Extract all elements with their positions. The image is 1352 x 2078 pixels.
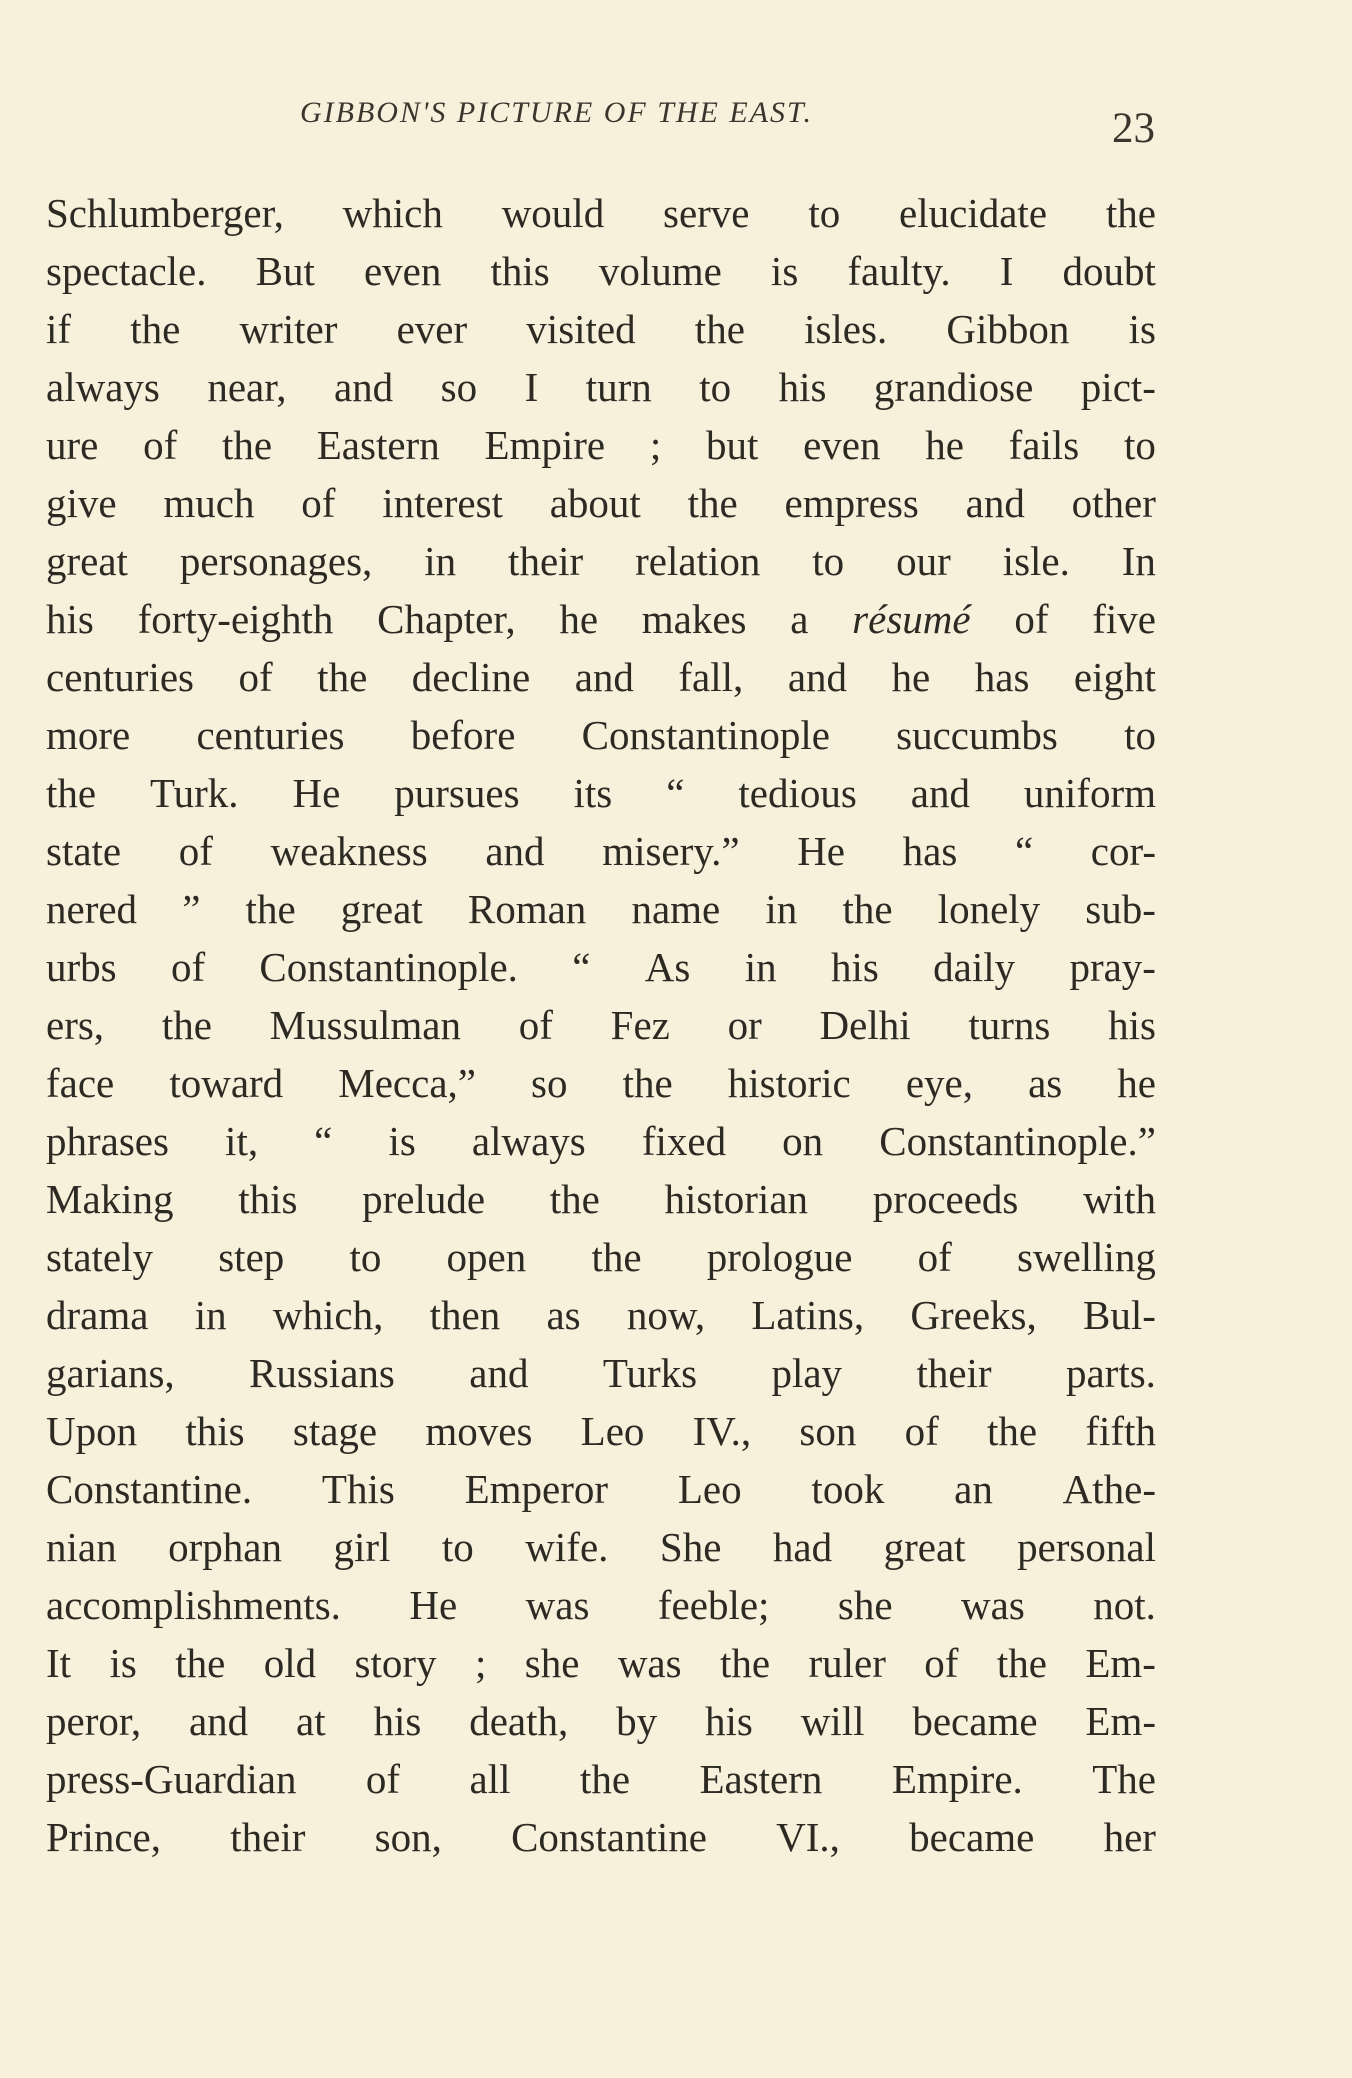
- text-line: [46, 1286, 1156, 1344]
- text-line: [46, 300, 1156, 358]
- text-word: of: [143, 422, 178, 468]
- text-word: “: [666, 770, 685, 816]
- text-line: [46, 1808, 1156, 1866]
- text-word: is: [388, 1118, 416, 1164]
- text-word: uniform: [1023, 770, 1156, 816]
- text-word: of: [170, 944, 206, 990]
- text-word: ruler: [808, 1640, 886, 1686]
- text-word: the: [694, 306, 745, 352]
- text-word: moves: [425, 1408, 533, 1454]
- text-word: ;: [649, 422, 662, 468]
- text-word: Gibbon: [946, 306, 1070, 352]
- text-word: spectacle.: [46, 248, 207, 294]
- text-word: as: [546, 1292, 581, 1338]
- text-word: his: [1108, 1002, 1156, 1048]
- text-word: The: [1092, 1756, 1156, 1802]
- text-word: much: [163, 480, 255, 526]
- text-word: Making: [46, 1176, 174, 1222]
- text-word: garians,: [46, 1350, 175, 1396]
- text-word: our: [896, 538, 951, 584]
- text-word: it,: [225, 1118, 259, 1164]
- text-word: even: [803, 422, 881, 468]
- text-word: “: [1014, 828, 1034, 874]
- text-word: of: [301, 480, 336, 526]
- text-word: Upon: [46, 1408, 138, 1454]
- text-word: ure: [46, 422, 99, 468]
- text-word: Leo: [677, 1466, 742, 1512]
- text-word: and: [485, 828, 545, 874]
- text-word: of: [518, 1002, 553, 1048]
- text-word: is: [1128, 306, 1156, 352]
- text-word: serve: [663, 190, 750, 236]
- text-word: fall,: [678, 654, 744, 700]
- text-word: has: [974, 654, 1030, 700]
- text-word: she: [524, 1640, 580, 1686]
- text-word: play: [771, 1350, 843, 1396]
- text-word: great: [883, 1524, 966, 1570]
- text-word: résumé: [852, 596, 971, 642]
- text-line: [46, 706, 1156, 764]
- text-word: wife.: [525, 1524, 609, 1570]
- text-word: Russians: [249, 1350, 395, 1396]
- text-word: forty-eighth: [137, 596, 334, 642]
- text-word: to: [441, 1524, 474, 1570]
- text-word: I: [999, 248, 1014, 294]
- text-word: the: [987, 1408, 1038, 1454]
- text-word: ever: [396, 306, 468, 352]
- text-word: death,: [469, 1698, 569, 1744]
- text-word: visited: [526, 306, 636, 352]
- text-word: sub-: [1085, 886, 1156, 932]
- text-word: is: [109, 1640, 137, 1686]
- text-word: son: [799, 1408, 857, 1454]
- text-word: fifth: [1085, 1408, 1156, 1454]
- text-word: all: [469, 1756, 511, 1802]
- text-word: feeble;: [657, 1582, 770, 1628]
- text-word: his: [373, 1698, 422, 1744]
- text-word: other: [1071, 480, 1156, 526]
- text-word: peror,: [46, 1698, 142, 1744]
- text-word: Fez: [610, 1002, 670, 1048]
- text-word: historic: [727, 1060, 851, 1106]
- text-word: pict-: [1080, 364, 1156, 410]
- text-word: Turk.: [150, 770, 239, 816]
- text-word: Eastern: [699, 1756, 823, 1802]
- text-word: became: [912, 1698, 1038, 1744]
- text-word: misery.”: [602, 828, 740, 874]
- text-word: will: [800, 1698, 865, 1744]
- text-word: of: [917, 1234, 952, 1280]
- text-word: interest: [382, 480, 503, 526]
- text-word: face: [46, 1060, 115, 1106]
- text-line: [46, 532, 1156, 590]
- text-word: centuries: [196, 712, 345, 758]
- text-line: [46, 1344, 1156, 1402]
- text-word: the: [687, 480, 738, 526]
- text-word: great: [340, 886, 423, 932]
- text-word: Athe-: [1062, 1466, 1156, 1512]
- text-word: eight: [1073, 654, 1156, 700]
- text-word: he: [925, 422, 964, 468]
- text-word: in: [744, 944, 777, 990]
- text-word: ;: [474, 1640, 487, 1686]
- text-word: the: [161, 1002, 212, 1048]
- text-word: Latins,: [751, 1292, 865, 1338]
- text-word: was: [525, 1582, 590, 1628]
- text-word: so: [531, 1060, 568, 1106]
- text-line: [46, 648, 1156, 706]
- text-word: decline: [411, 654, 531, 700]
- text-line: [46, 1576, 1156, 1634]
- text-word: personal: [1017, 1524, 1156, 1570]
- text-word: Constantinople.”: [879, 1118, 1156, 1164]
- text-word: and: [787, 654, 848, 700]
- text-word: the: [1105, 190, 1156, 236]
- text-line: [46, 416, 1156, 474]
- text-word: Bul-: [1083, 1292, 1156, 1338]
- text-word: weakness: [270, 828, 428, 874]
- text-line: [46, 358, 1156, 416]
- text-word: prologue: [706, 1234, 853, 1280]
- text-word: Delhi: [819, 1002, 911, 1048]
- text-word: orphan: [168, 1524, 282, 1570]
- text-word: the: [221, 422, 273, 468]
- text-word: He: [292, 770, 341, 816]
- text-word: makes: [641, 596, 747, 642]
- text-word: stage: [292, 1408, 378, 1454]
- text-word: state: [46, 828, 122, 874]
- text-word: and: [469, 1350, 529, 1396]
- text-word: Chapter,: [377, 596, 516, 642]
- text-word: historian: [664, 1176, 809, 1222]
- text-line: [46, 1170, 1156, 1228]
- text-line: [46, 938, 1156, 996]
- text-word: step: [218, 1234, 285, 1280]
- text-word: always: [46, 364, 160, 410]
- text-word: its: [573, 770, 613, 816]
- text-word: this: [238, 1176, 298, 1222]
- text-word: of: [924, 1640, 959, 1686]
- text-word: grandiose: [873, 364, 1034, 410]
- text-word: to: [808, 190, 841, 236]
- text-line: [46, 1054, 1156, 1112]
- text-word: has: [902, 828, 958, 874]
- text-word: he: [891, 654, 931, 700]
- text-word: open: [446, 1234, 527, 1280]
- text-word: before: [410, 712, 516, 758]
- text-word: It: [46, 1640, 72, 1686]
- text-word: of: [1014, 596, 1049, 642]
- text-word: his: [830, 944, 879, 990]
- text-line: [46, 822, 1156, 880]
- text-word: fails: [1008, 422, 1080, 468]
- text-word: their: [230, 1814, 306, 1860]
- text-word: to: [699, 364, 732, 410]
- text-word: Turks: [602, 1350, 698, 1396]
- text-word: tedious: [738, 770, 857, 816]
- text-word: parts.: [1065, 1350, 1156, 1396]
- text-word: This: [321, 1466, 395, 1512]
- text-word: VI.,: [776, 1814, 840, 1860]
- text-word: the: [622, 1060, 673, 1106]
- text-word: personages,: [179, 538, 373, 584]
- text-word: old: [263, 1640, 317, 1686]
- text-word: but: [705, 422, 759, 468]
- text-word: was: [961, 1582, 1025, 1628]
- text-word: of: [904, 1408, 939, 1454]
- text-word: their: [508, 538, 584, 584]
- text-word: empress: [784, 480, 919, 526]
- text-word: as: [1028, 1060, 1063, 1106]
- text-word: ers,: [46, 1002, 105, 1048]
- text-word: IV.,: [692, 1408, 752, 1454]
- text-word: and: [574, 654, 634, 700]
- text-word: so: [440, 364, 478, 410]
- text-word: more: [46, 712, 131, 758]
- text-word: toward: [169, 1060, 284, 1106]
- text-word: give: [46, 480, 117, 526]
- text-word: in: [194, 1292, 227, 1338]
- text-word: doubt: [1062, 248, 1156, 294]
- text-word: Empire.: [891, 1756, 1023, 1802]
- text-word: in: [765, 886, 798, 932]
- text-word: this: [185, 1408, 245, 1454]
- text-word: relation: [635, 538, 761, 584]
- text-line: [46, 1402, 1156, 1460]
- text-word: accomplishments.: [46, 1582, 341, 1628]
- text-line: [46, 474, 1156, 532]
- text-word: urbs: [46, 944, 117, 990]
- text-word: Constantinople: [581, 712, 830, 758]
- text-word: ”: [182, 886, 201, 932]
- text-word: her: [1103, 1814, 1156, 1860]
- text-word: an: [954, 1466, 993, 1512]
- text-word: pursues: [394, 770, 520, 816]
- text-word: is: [770, 248, 799, 294]
- text-word: the: [591, 1234, 642, 1280]
- text-word: Roman: [467, 886, 587, 932]
- text-word: and: [333, 364, 394, 410]
- text-word: his: [46, 596, 94, 642]
- text-line: [46, 1634, 1156, 1692]
- text-word: “: [572, 944, 591, 990]
- text-word: would: [501, 190, 605, 236]
- text-word: or: [727, 1002, 762, 1048]
- text-word: his: [704, 1698, 753, 1744]
- text-word: isle.: [1002, 538, 1070, 584]
- text-word: I: [524, 364, 539, 410]
- text-word: fixed: [641, 1118, 727, 1164]
- text-word: to: [1124, 712, 1156, 758]
- text-word: turns: [968, 1002, 1051, 1048]
- text-line: [46, 880, 1156, 938]
- page-number: 23: [1112, 105, 1155, 152]
- text-word: a: [790, 596, 809, 642]
- text-word: Greeks,: [910, 1292, 1037, 1338]
- text-word: he: [559, 596, 599, 642]
- text-word: to: [1123, 422, 1156, 468]
- text-line: [46, 184, 1156, 242]
- text-word: if: [46, 306, 72, 352]
- text-word: turn: [585, 364, 652, 410]
- text-word: eye,: [905, 1060, 973, 1106]
- text-word: even: [363, 248, 442, 294]
- text-word: he: [1117, 1060, 1156, 1106]
- text-word: press-Guardian: [46, 1756, 297, 1802]
- text-word: this: [490, 248, 550, 294]
- text-word: lonely: [937, 886, 1041, 932]
- text-word: the: [130, 306, 181, 352]
- text-line: [46, 1228, 1156, 1286]
- text-word: faulty.: [847, 248, 951, 294]
- text-word: Emperor: [464, 1466, 609, 1512]
- text-word: Em-: [1085, 1698, 1156, 1744]
- text-line: [46, 1518, 1156, 1576]
- text-word: pray-: [1069, 944, 1156, 990]
- text-word: Constantinople.: [259, 944, 518, 990]
- text-word: the: [245, 886, 296, 932]
- text-word: about: [549, 480, 641, 526]
- text-word: the: [579, 1756, 631, 1802]
- text-word: But: [255, 248, 315, 294]
- text-word: she: [837, 1582, 893, 1628]
- text-line: [46, 1460, 1156, 1518]
- text-word: with: [1083, 1176, 1156, 1222]
- text-word: at: [296, 1698, 326, 1744]
- text-word: of: [178, 828, 213, 874]
- text-word: and: [965, 480, 1025, 526]
- text-line: [46, 1750, 1156, 1808]
- text-word: which: [342, 190, 443, 236]
- text-word: isles.: [804, 306, 888, 352]
- text-word: was: [617, 1640, 682, 1686]
- text-word: the: [175, 1640, 226, 1686]
- text-line: [46, 764, 1156, 822]
- text-word: story: [354, 1640, 437, 1686]
- text-word: in: [424, 538, 457, 584]
- text-word: cor-: [1090, 828, 1156, 874]
- text-word: Empire: [484, 422, 606, 468]
- text-word: their: [916, 1350, 992, 1396]
- text-word: girl: [333, 1524, 391, 1570]
- text-word: took: [811, 1466, 885, 1512]
- text-word: then: [429, 1292, 501, 1338]
- text-word: “: [314, 1118, 333, 1164]
- text-word: of: [238, 654, 273, 700]
- text-word: always: [471, 1118, 586, 1164]
- text-word: writer: [239, 306, 338, 352]
- text-word: elucidate: [899, 190, 1048, 236]
- text-word: As: [644, 944, 691, 990]
- text-word: name: [631, 886, 721, 932]
- text-line: [46, 1692, 1156, 1750]
- text-word: became: [909, 1814, 1035, 1860]
- text-word: Mussulman: [269, 1002, 462, 1048]
- text-word: near,: [207, 364, 287, 410]
- text-word: and: [910, 770, 970, 816]
- text-line: [46, 996, 1156, 1054]
- text-word: Prince,: [46, 1814, 161, 1860]
- running-title: GIBBON'S PICTURE OF THE EAST.: [300, 96, 813, 129]
- text-word: Eastern: [316, 422, 440, 468]
- body-text: [46, 184, 1156, 1866]
- text-word: son,: [374, 1814, 442, 1860]
- text-word: stately: [46, 1234, 154, 1280]
- text-word: succumbs: [896, 712, 1058, 758]
- text-word: had: [772, 1524, 833, 1570]
- text-word: Em-: [1085, 1640, 1156, 1686]
- text-word: Schlumberger,: [46, 190, 284, 236]
- text-word: the: [46, 770, 97, 816]
- text-word: Leo: [580, 1408, 645, 1454]
- text-word: Mecca,”: [338, 1060, 476, 1106]
- text-line: [46, 242, 1156, 300]
- text-word: phrases: [46, 1118, 169, 1164]
- text-word: centuries: [46, 654, 194, 700]
- text-word: In: [1121, 538, 1156, 584]
- text-word: Constantine.: [46, 1466, 253, 1512]
- text-word: on: [782, 1118, 824, 1164]
- text-word: the: [549, 1176, 600, 1222]
- text-word: not.: [1093, 1582, 1156, 1628]
- text-line: [46, 1112, 1156, 1170]
- text-word: the: [996, 1640, 1047, 1686]
- text-word: She: [659, 1524, 722, 1570]
- text-line: [46, 590, 1156, 648]
- text-word: prelude: [362, 1176, 486, 1222]
- text-word: great: [46, 538, 128, 584]
- text-word: and: [188, 1698, 249, 1744]
- text-word: now,: [626, 1292, 706, 1338]
- text-word: of: [365, 1756, 401, 1802]
- text-word: the: [719, 1640, 771, 1686]
- text-word: volume: [598, 248, 722, 294]
- text-word: nered: [46, 886, 138, 932]
- text-word: nian: [46, 1524, 117, 1570]
- text-word: five: [1092, 596, 1156, 642]
- text-word: swelling: [1017, 1234, 1156, 1280]
- text-word: proceeds: [872, 1176, 1019, 1222]
- text-word: to: [349, 1234, 382, 1280]
- text-word: He: [409, 1582, 458, 1628]
- text-word: the: [317, 654, 368, 700]
- text-word: Constantine: [511, 1814, 707, 1860]
- text-word: his: [778, 364, 827, 410]
- text-word: daily: [933, 944, 1016, 990]
- text-word: drama: [46, 1292, 149, 1338]
- text-word: He: [797, 828, 846, 874]
- text-word: which,: [272, 1292, 384, 1338]
- text-word: the: [842, 886, 893, 932]
- text-word: to: [812, 538, 845, 584]
- text-word: by: [616, 1698, 658, 1744]
